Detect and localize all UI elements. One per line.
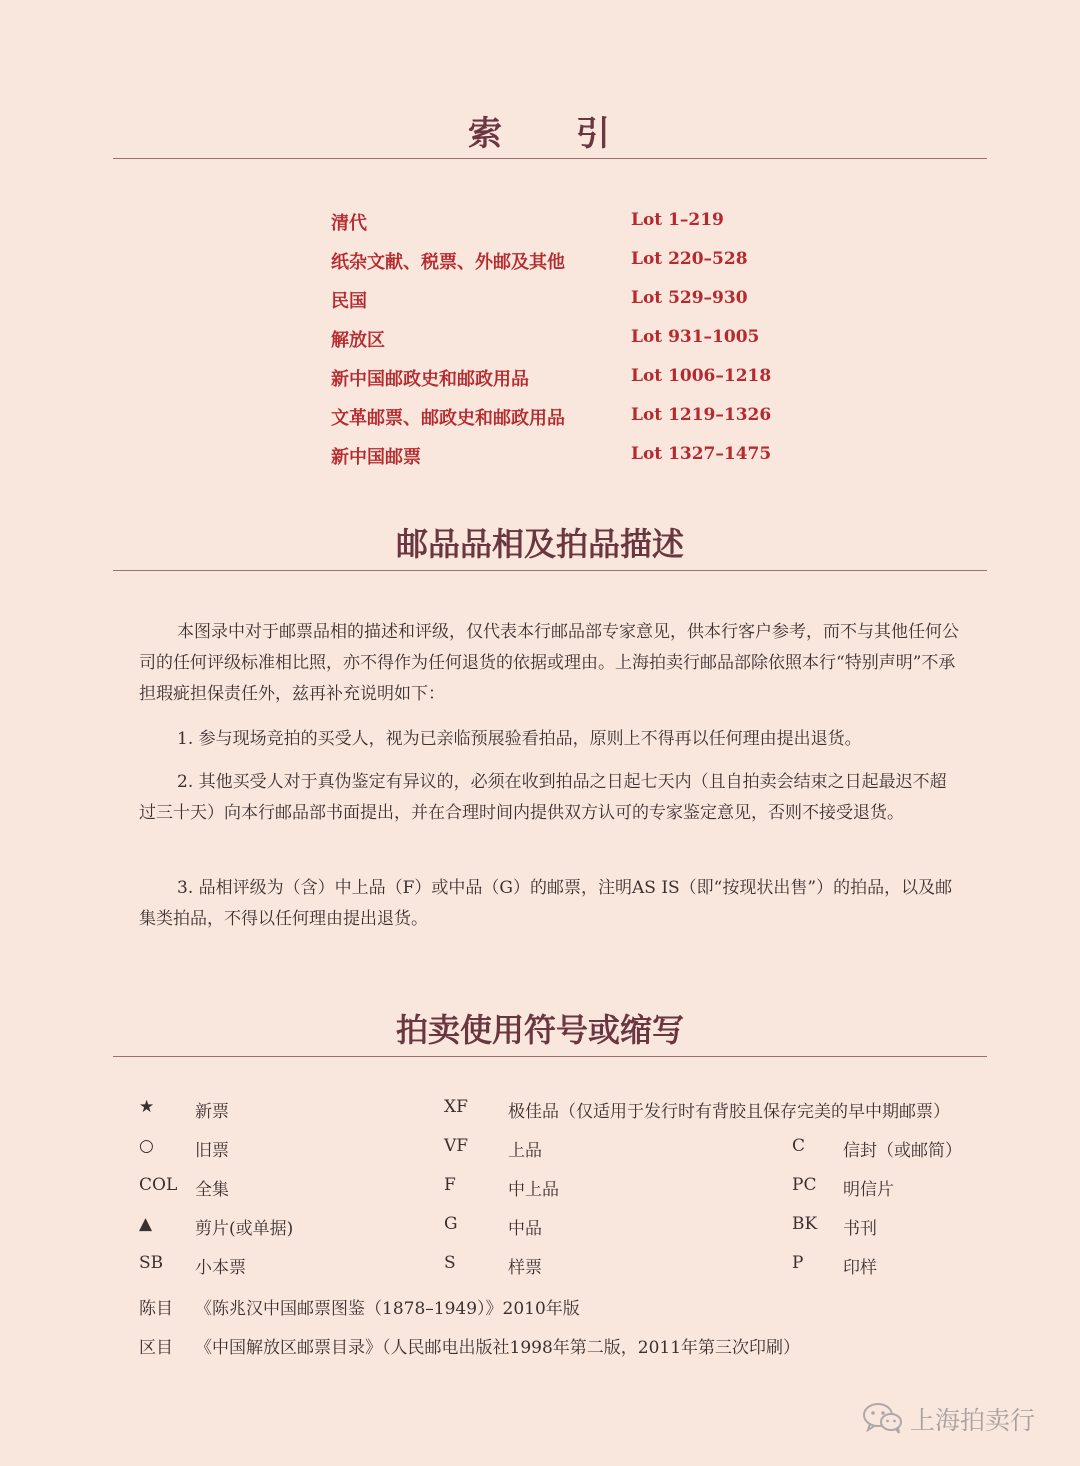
index-divider <box>113 158 987 159</box>
reference-code: 区目 <box>139 1338 173 1358</box>
symbols-title: 拍卖使用符号或缩写 <box>395 1011 684 1049</box>
symbol-code: BK <box>792 1214 818 1234</box>
symbol-code: ★ <box>139 1097 155 1117</box>
index-entry-name: 文革邮票、邮政史和邮政用品 <box>331 408 565 429</box>
index-entry-lots: Lot 1–219 <box>631 210 724 230</box>
index-entry-name: 解放区 <box>331 330 385 351</box>
symbol-desc: 剪片(或单据) <box>195 1219 294 1239</box>
symbol-desc: 上品 <box>508 1141 542 1161</box>
symbol-desc: 极佳品（仅适用于发行时有背胶且保存完美的早中期邮票） <box>508 1102 950 1122</box>
symbol-desc: 全集 <box>195 1180 229 1200</box>
symbol-desc: 书刊 <box>843 1219 877 1239</box>
symbol-code: S <box>444 1253 456 1273</box>
symbol-desc: 旧票 <box>195 1141 229 1161</box>
symbol-desc: 中品 <box>508 1219 542 1239</box>
reference-desc: 《陈兆汉中国邮票图鉴（1878–1949）》2010年版 <box>195 1299 580 1319</box>
watermark <box>862 1398 1052 1438</box>
symbol-code: XF <box>444 1097 468 1117</box>
condition-title: 邮品品相及拍品描述 <box>395 525 684 563</box>
condition-intro: 本图录中对于邮票品相的描述和评级，仅代表本行邮品部专家意见，供本行客户参考，而不与其他任何公司的任何评级标准相比照，亦不得作为任何退货的依据或理由。上海拍卖行邮品部除依照本行“特别声明”不承担瑕疵担保责任外，兹再补充说明如下： <box>139 622 959 704</box>
reference-code: 陈目 <box>139 1299 173 1319</box>
wechat-icon <box>862 1401 904 1435</box>
symbol-code: PC <box>792 1175 817 1195</box>
index-entry-lots: Lot 529–930 <box>631 288 748 308</box>
symbol-code: VF <box>444 1136 469 1156</box>
symbol-code: C <box>792 1136 806 1156</box>
symbol-desc: 小本票 <box>195 1258 246 1278</box>
condition-divider <box>113 570 987 571</box>
symbol-desc: 新票 <box>195 1102 229 1122</box>
index-entry-name: 新中国邮票 <box>331 447 421 468</box>
index-entry-name: 新中国邮政史和邮政用品 <box>331 369 529 390</box>
symbol-code: ○ <box>139 1136 154 1156</box>
symbol-code: P <box>792 1253 804 1273</box>
index-entry-lots: Lot 1327–1475 <box>631 444 772 464</box>
condition-item: 3. 品相评级为（含）中上品（F）或中品（G）的邮票，注明AS IS（即“按现状出售”）的拍品，以及邮集类拍品，不得以任何理由提出退货。 <box>139 878 953 929</box>
symbols-divider <box>113 1056 987 1057</box>
symbol-code: COL <box>139 1175 178 1195</box>
index-entry-lots: Lot 1006–1218 <box>631 366 772 386</box>
index-entry-name: 纸杂文献、税票、外邮及其他 <box>331 252 565 273</box>
reference-desc: 《中国解放区邮票目录》（人民邮电出版社1998年第二版，2011年第三次印刷） <box>195 1338 801 1358</box>
symbol-code: F <box>444 1175 456 1195</box>
watermark-text: 上海拍卖行 <box>910 1406 1036 1435</box>
condition-item: 2. 其他买受人对于真伪鉴定有异议的，必须在收到拍品之日起七天内（且自拍卖会结束之日起最迟不超过三十天）向本行邮品部书面提出，并在合理时间内提供双方认可的专家鉴定意见，否则不接受退货。 <box>139 772 947 823</box>
index-title: 索 引 <box>468 114 612 154</box>
index-entry-name: 民国 <box>331 291 367 312</box>
index-entry-name: 清代 <box>331 213 367 234</box>
symbol-desc: 样票 <box>508 1258 542 1278</box>
symbol-desc: 中上品 <box>508 1180 559 1200</box>
symbol-desc: 明信片 <box>843 1180 894 1200</box>
symbol-code: SB <box>139 1253 164 1273</box>
symbol-code: ▲ <box>139 1214 153 1234</box>
condition-item: 1. 参与现场竞拍的买受人，视为已亲临预展验看拍品，原则上不得再以任何理由提出退货。 <box>177 729 862 749</box>
symbol-desc: 印样 <box>843 1258 877 1278</box>
index-entry-lots: Lot 931–1005 <box>631 327 760 347</box>
index-entry-lots: Lot 220–528 <box>631 249 748 269</box>
symbol-desc: 信封（或邮简） <box>843 1141 962 1161</box>
symbol-code: G <box>444 1214 458 1234</box>
index-entry-lots: Lot 1219–1326 <box>631 405 772 425</box>
